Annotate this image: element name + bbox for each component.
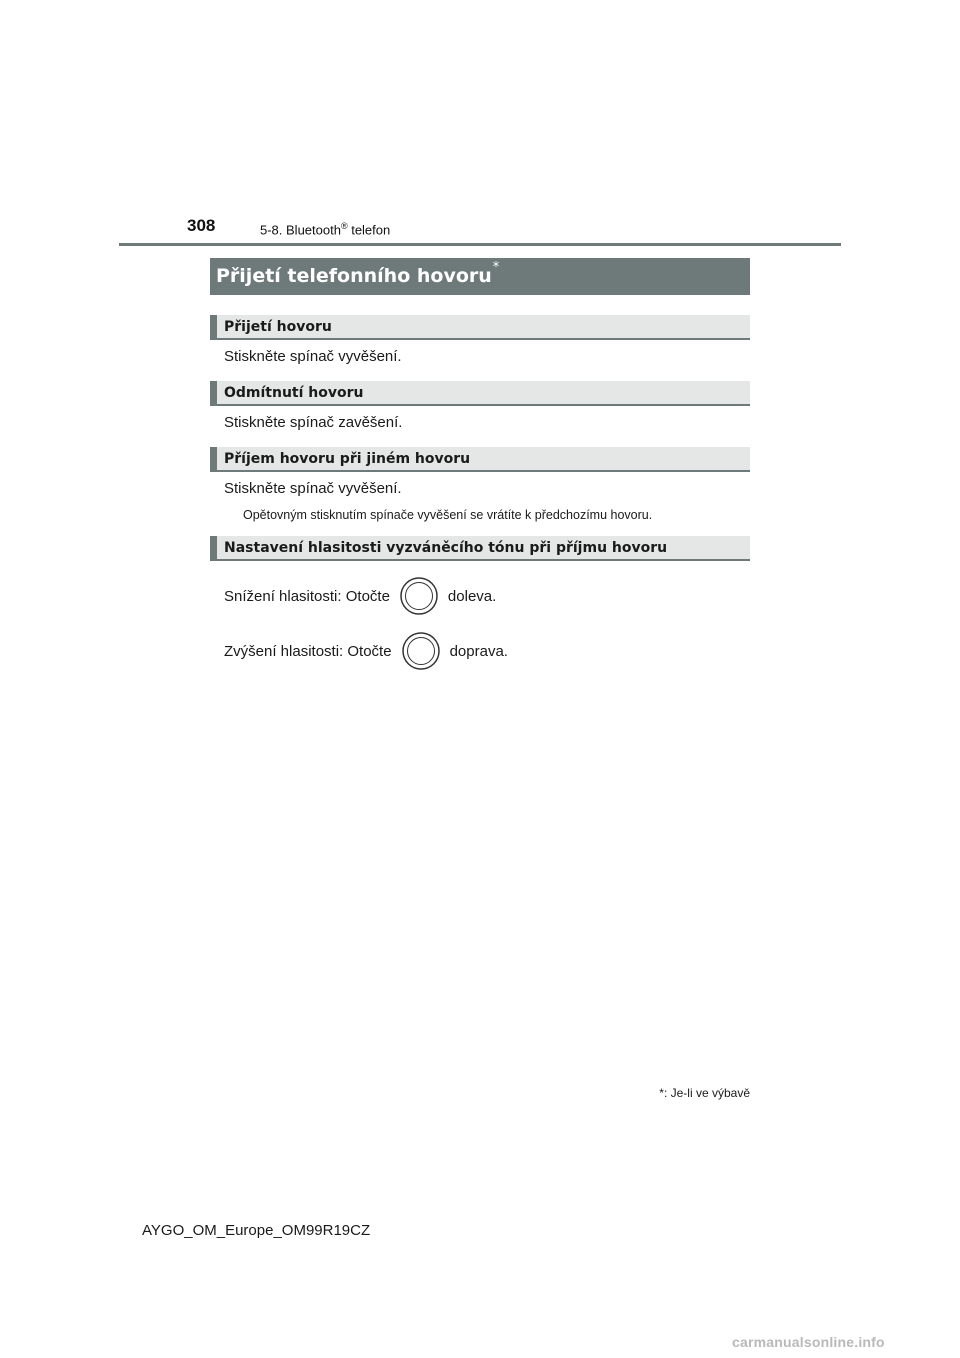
page-title-text: Přijetí telefonního hovoru — [216, 265, 492, 287]
volume-up-direction: doprava. — [449, 642, 508, 660]
page-number: 308 — [187, 216, 216, 235]
page-title — [210, 258, 750, 295]
section-heading-call-waiting: Příjem hovoru při jiném hovoru — [210, 447, 750, 472]
section-text-accept-call: Stiskněte spínač vyvěšení. — [224, 348, 402, 365]
footnote: *: Je-li ve výbavě — [659, 1086, 750, 1100]
section-heading-ringtone-volume: Nastavení hlasitosti vyzváněcího tónu při příjmu hovoru — [210, 536, 750, 561]
section-note-call-waiting: Opětovným stisknutím spínače vyvěšení se vrátíte k předchozímu hovoru. — [243, 508, 653, 522]
volume-down-text: Snížení hlasitosti: Otočte — [224, 587, 390, 605]
registered-mark: ® — [340, 221, 348, 231]
knob-icon — [400, 577, 438, 615]
section-suffix: telefon — [347, 222, 391, 238]
section-reference — [260, 221, 390, 237]
knob-icon — [402, 632, 440, 670]
section-text-reject-call: Stiskněte spínač zavěšení. — [224, 414, 403, 431]
section-text-call-waiting: Stiskněte spínač vyvěšení. — [224, 480, 402, 497]
watermark: carmanualsonline.info — [732, 1334, 885, 1350]
section-heading-accept-call: Přijetí hovoru — [210, 315, 750, 340]
volume-up-instruction — [224, 631, 508, 671]
header-divider — [119, 243, 841, 246]
section-heading-reject-call: Odmítnutí hovoru — [210, 381, 750, 406]
volume-up-text: Zvýšení hlasitosti: Otočte — [224, 642, 392, 660]
document-code: AYGO_OM_Europe_OM99R19CZ — [142, 1222, 371, 1239]
section-prefix: 5-8. Bluetooth — [260, 222, 341, 238]
volume-down-direction: doleva. — [447, 587, 497, 605]
volume-down-instruction — [224, 576, 496, 616]
optional-equipment-marker: * — [492, 260, 500, 275]
